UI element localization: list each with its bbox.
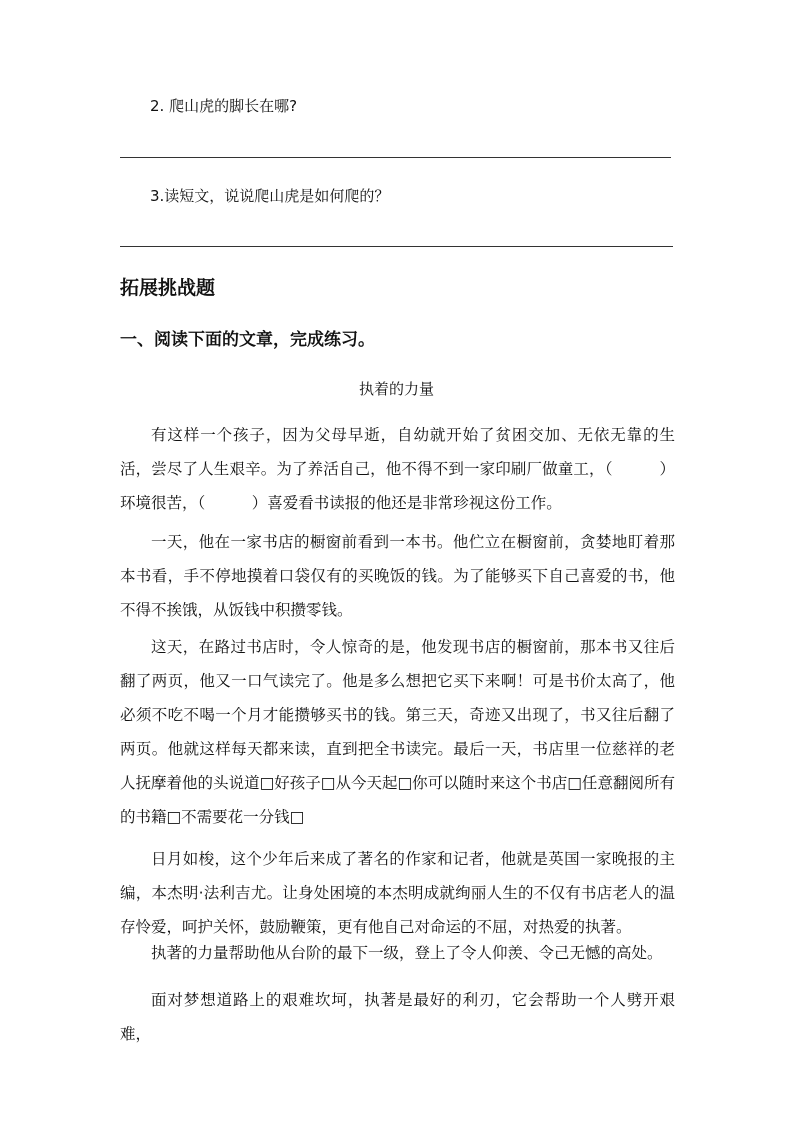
paragraph-4: 日月如梭，这个少年后来成了著名的作家和记者，他就是英国一家晚报的主编，本杰明·法利吉尤。让身处困境的本杰明成就绚丽人生的不仅有书店老人的温存怜爱，呵护关怀，鼓励鞭策，更有他自己对命运的不屈，对热爱的执著。 [120, 850, 675, 936]
section-subheading: 一、阅读下面的文章，完成练习。 [120, 330, 375, 350]
section-heading: 拓展挑战题 [120, 277, 216, 299]
question-2: 2. 爬山虎的脚长在哪? [150, 97, 298, 115]
paragraph-5: 执著的力量帮助他从台阶的最下一级，登上了令人仰羡、令己无憾的高处。 [151, 944, 663, 962]
article-title: 执着的力量 [358, 380, 434, 398]
paragraph-1: 有这样一个孩子，因为父母早逝，自幼就开始了贫困交加、无依无靠的生活，尝尽了人生艰辛。为了养活自己，他不得不到一家印刷厂做童工，（ ）环境很苦，（ ）喜爱看书读报的他还是非常珍视这份工作。 [120, 426, 675, 512]
paragraph-2: 一天，他在一家书店的橱窗前看到一本书。他伫立在橱窗前，贪婪地盯着那本书看，手不停地摸着口袋仅有的买晚饭的钱。为了能够买下自己喜爱的书，他不得不挨饿，从饭钱中积攒零钱。 [120, 533, 675, 619]
answer-line-1 [120, 157, 671, 158]
paragraph-3: 这天，在路过书店时，令人惊奇的是，他发现书店的橱窗前，那本书又往后翻了两页，他又一口气读完了。他是多么想把它买下来啊！可是书价太高了，他必须不吃不喝一个月才能攒够买书的钱。第三天，奇迹又出现了，书又往后翻了两页。他就这样每天都来读，直到把全书读完。最后一天，书店里一位慈祥的老人抚摩着他的头说道□好孩子□从今天起□你可以随时来这个书店□任意翻阅所有的书籍□不需要花一分钱□ [120, 638, 675, 826]
paragraph-6: 面对梦想道路上的艰难坎坷，执著是最好的利刃，它会帮助一个人劈开艰难， [120, 991, 675, 1043]
answer-line-2 [120, 246, 673, 247]
question-3: 3.读短文，说说爬山虎是如何爬的？ [150, 187, 390, 205]
